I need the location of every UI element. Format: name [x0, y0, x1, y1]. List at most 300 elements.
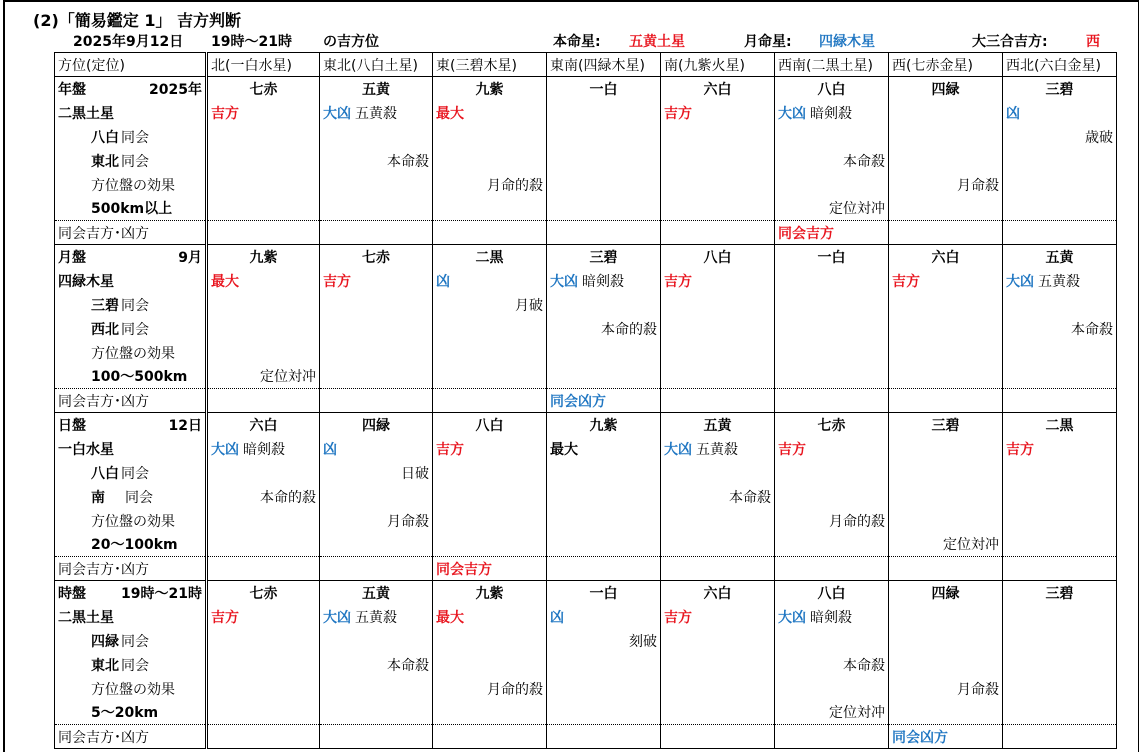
- note-cell: [1003, 701, 1117, 725]
- note-cell: [1003, 365, 1117, 389]
- note-cell: [547, 293, 661, 317]
- verdict-tag: 大凶: [323, 105, 351, 122]
- note-cell: [547, 149, 661, 173]
- note-cell: 本命殺: [1003, 317, 1117, 341]
- verdict-cell: [1003, 269, 1117, 293]
- doukai-cell: [207, 725, 320, 749]
- section-star: 一白水星: [55, 437, 207, 461]
- note-cell: [320, 533, 433, 557]
- note-cell: [889, 341, 1003, 365]
- same-text: 同会: [121, 129, 149, 146]
- section-verdict-row: [55, 437, 1117, 461]
- section-row5: [55, 173, 1117, 197]
- section-label-cell: [55, 413, 207, 437]
- direction-star: 五黄: [320, 581, 433, 605]
- note-cell: [1003, 197, 1117, 221]
- note-cell: [661, 509, 775, 533]
- doukai-cell: [433, 221, 547, 245]
- note-cell: [661, 701, 775, 725]
- verdict-tag: 大凶: [323, 609, 351, 626]
- direction-star: 六白: [889, 245, 1003, 269]
- column-header: 東(三碧木星): [433, 53, 547, 77]
- note-cell: [433, 461, 547, 485]
- note-cell: [320, 317, 433, 341]
- doukai-cell: [661, 557, 775, 581]
- note-cell: [207, 125, 320, 149]
- verdict-tag: 吉方: [211, 609, 239, 626]
- column-header: 東南(四緑木星): [547, 53, 661, 77]
- direction-star: 七赤: [207, 77, 320, 101]
- section-row3: [55, 629, 1117, 653]
- note-cell: [1003, 533, 1117, 557]
- verdict-tag: 凶: [1006, 105, 1020, 122]
- verdict-tag: 吉方: [211, 105, 239, 122]
- effect-range: 20～100km: [55, 533, 207, 557]
- verdict-tag: 最大: [211, 273, 239, 290]
- getsumei-value: 四緑木星: [819, 34, 875, 50]
- direction-star: 二黒: [433, 245, 547, 269]
- note-cell: [433, 701, 547, 725]
- verdict-tag: 吉方: [323, 273, 351, 290]
- note-cell: [1003, 629, 1117, 653]
- doukai-cell: [320, 725, 433, 749]
- verdict-cell: [320, 269, 433, 293]
- direction-star: 七赤: [775, 413, 889, 437]
- note-cell: [320, 293, 433, 317]
- note-cell: [207, 317, 320, 341]
- direction-star: 九紫: [433, 77, 547, 101]
- note-cell: [547, 173, 661, 197]
- note-cell: [547, 197, 661, 221]
- verdict-text: 五黄殺: [1038, 273, 1080, 290]
- footer-label: 同会吉方･凶方: [55, 221, 207, 245]
- note-cell: 月命殺: [889, 677, 1003, 701]
- note-cell: [207, 197, 320, 221]
- note-cell: [661, 317, 775, 341]
- note-cell: [207, 149, 320, 173]
- verdict-text: 暗剣殺: [810, 105, 852, 122]
- doukai-cell: [1003, 725, 1117, 749]
- note-cell: [547, 677, 661, 701]
- header-time: 19時～21時: [211, 34, 292, 50]
- note-cell: [775, 341, 889, 365]
- note-cell: [433, 653, 547, 677]
- same-text: 同会: [121, 153, 149, 170]
- note-cell: [889, 701, 1003, 725]
- section-star: 二黒土星: [55, 101, 207, 125]
- note-cell: [889, 293, 1003, 317]
- footer-label: 同会吉方･凶方: [55, 557, 207, 581]
- effect-label: 方位盤の効果: [55, 677, 207, 701]
- doukai-cell: [775, 389, 889, 413]
- note-cell: [889, 149, 1003, 173]
- note-cell: [661, 461, 775, 485]
- verdict-cell: [1003, 437, 1117, 461]
- section-row6: [55, 533, 1117, 557]
- direction-star: 九紫: [547, 413, 661, 437]
- note-cell: [775, 461, 889, 485]
- note-cell: [661, 653, 775, 677]
- note-cell: 月命殺: [889, 173, 1003, 197]
- note-cell: [889, 629, 1003, 653]
- column-header: 西北(六白金星): [1003, 53, 1117, 77]
- doukai-cell: 同会吉方: [775, 221, 889, 245]
- doukai-cell: [433, 725, 547, 749]
- effect-range: 100～500km: [55, 365, 207, 389]
- note-cell: 月命的殺: [433, 677, 547, 701]
- effect-range: 500km以上: [55, 197, 207, 221]
- doukai-cell: [207, 221, 320, 245]
- direction-star: 七赤: [320, 245, 433, 269]
- note-cell: [775, 533, 889, 557]
- note-cell: [889, 125, 1003, 149]
- note-cell: [661, 677, 775, 701]
- section-star: 二黒土星: [55, 605, 207, 629]
- note-cell: [433, 317, 547, 341]
- section-label-cell: [55, 245, 207, 269]
- doukai-cell: [661, 221, 775, 245]
- note-cell: [207, 677, 320, 701]
- note-cell: 日破: [320, 461, 433, 485]
- section-value: 9月: [178, 249, 202, 266]
- direction-star: 五黄: [320, 77, 433, 101]
- section-row3: [55, 293, 1117, 317]
- same-star: 四緑: [91, 633, 119, 650]
- doukai-cell: [1003, 389, 1117, 413]
- section-verdict-row: [55, 269, 1117, 293]
- note-cell: 本命殺: [775, 149, 889, 173]
- verdict-text: 五黄殺: [355, 609, 397, 626]
- doukai-cell: 同会凶方: [889, 725, 1003, 749]
- section-label: 日盤: [58, 417, 86, 434]
- note-cell: [433, 365, 547, 389]
- section-footer-row: [55, 557, 1117, 581]
- verdict-tag: 吉方: [1006, 441, 1034, 458]
- effect-range: 5～20km: [55, 701, 207, 725]
- same-text: 同会: [125, 489, 153, 506]
- note-cell: [775, 173, 889, 197]
- verdict-cell: [547, 269, 661, 293]
- note-cell: [320, 173, 433, 197]
- note-cell: [547, 461, 661, 485]
- verdict-tag: 最大: [436, 609, 464, 626]
- note-cell: [207, 533, 320, 557]
- section-row6: [55, 197, 1117, 221]
- doukai-cell: [775, 557, 889, 581]
- doukai-cell: [207, 557, 320, 581]
- note-cell: [775, 125, 889, 149]
- verdict-tag: 凶: [550, 609, 564, 626]
- verdict-tag: 最大: [436, 105, 464, 122]
- doukai-cell: [889, 557, 1003, 581]
- note-cell: [320, 701, 433, 725]
- verdict-text: 五黄殺: [696, 441, 738, 458]
- verdict-cell: [547, 437, 661, 461]
- verdict-cell: [320, 437, 433, 461]
- same-star-cell: [55, 461, 207, 485]
- note-cell: [433, 125, 547, 149]
- note-cell: [775, 677, 889, 701]
- note-cell: [433, 485, 547, 509]
- note-cell: [320, 677, 433, 701]
- same-direction: 東北: [91, 657, 119, 674]
- column-header: 東北(八白土星): [320, 53, 433, 77]
- daisango-value: 西: [1086, 34, 1100, 50]
- section-row4: [55, 653, 1117, 677]
- verdict-cell: [661, 101, 775, 125]
- verdict-tag: 吉方: [664, 273, 692, 290]
- effect-label: 方位盤の効果: [55, 341, 207, 365]
- note-cell: [1003, 149, 1117, 173]
- verdict-cell: [547, 101, 661, 125]
- effect-label: 方位盤の効果: [55, 509, 207, 533]
- note-cell: 本命殺: [775, 653, 889, 677]
- section-label: 時盤: [58, 585, 86, 602]
- verdict-tag: 大凶: [778, 609, 806, 626]
- doukai-cell: [889, 221, 1003, 245]
- section-row4: [55, 317, 1117, 341]
- same-text: 同会: [121, 657, 149, 674]
- note-cell: [775, 293, 889, 317]
- note-cell: [433, 509, 547, 533]
- doukai-cell: [320, 557, 433, 581]
- same-direction: 東北: [91, 153, 119, 170]
- verdict-cell: [889, 101, 1003, 125]
- verdict-tag: 大凶: [550, 273, 578, 290]
- note-cell: [547, 533, 661, 557]
- direction-star: 八白: [433, 413, 547, 437]
- note-cell: [207, 341, 320, 365]
- section-row3: [55, 461, 1117, 485]
- note-cell: 定位対冲: [207, 365, 320, 389]
- direction-star: 四緑: [889, 581, 1003, 605]
- section-value: 12日: [168, 417, 202, 434]
- verdict-text: 暗剣殺: [810, 609, 852, 626]
- same-dir-cell: [55, 317, 207, 341]
- verdict-cell: [207, 605, 320, 629]
- verdict-cell: [433, 605, 547, 629]
- note-cell: [775, 485, 889, 509]
- direction-star: 一白: [547, 77, 661, 101]
- note-cell: 本命殺: [320, 653, 433, 677]
- section-verdict-row: [55, 101, 1117, 125]
- verdict-tag: 大凶: [1006, 273, 1034, 290]
- verdict-tag: 大凶: [778, 105, 806, 122]
- verdict-tag: 吉方: [664, 105, 692, 122]
- same-dir-cell: [55, 485, 207, 509]
- note-cell: [775, 365, 889, 389]
- effect-label: 方位盤の効果: [55, 173, 207, 197]
- note-cell: 月破: [433, 293, 547, 317]
- verdict-cell: [775, 269, 889, 293]
- doukai-cell: [661, 389, 775, 413]
- section-value: 19時～21時: [121, 585, 202, 602]
- page-title: (2)「簡易鑑定 1」 吉方判断: [33, 11, 242, 30]
- section-row6: [55, 701, 1117, 725]
- verdict-cell: [889, 437, 1003, 461]
- verdict-tag: 吉方: [892, 273, 920, 290]
- note-cell: [889, 509, 1003, 533]
- verdict-tag: 吉方: [664, 609, 692, 626]
- verdict-tag: 最大: [550, 441, 578, 458]
- note-cell: [661, 629, 775, 653]
- note-cell: 定位対冲: [889, 533, 1003, 557]
- note-cell: [661, 293, 775, 317]
- section-row5: [55, 677, 1117, 701]
- verdict-tag: 凶: [323, 441, 337, 458]
- note-cell: [547, 509, 661, 533]
- note-cell: [433, 197, 547, 221]
- direction-star: 一白: [547, 581, 661, 605]
- kippo-table: [54, 52, 1117, 749]
- doukai-cell: [1003, 221, 1117, 245]
- section-star: 四緑木星: [55, 269, 207, 293]
- direction-star: 二黒: [1003, 413, 1117, 437]
- section-row6: [55, 365, 1117, 389]
- direction-star: 三碧: [547, 245, 661, 269]
- section-label: 年盤: [58, 81, 86, 98]
- footer-label: 同会吉方･凶方: [55, 389, 207, 413]
- direction-star: 一白: [775, 245, 889, 269]
- section-row3: [55, 125, 1117, 149]
- note-cell: [320, 485, 433, 509]
- note-cell: [661, 533, 775, 557]
- verdict-cell: [433, 269, 547, 293]
- same-star-cell: [55, 629, 207, 653]
- note-cell: [889, 365, 1003, 389]
- column-header: 方位(定位): [55, 53, 207, 77]
- note-cell: [547, 341, 661, 365]
- note-cell: [547, 485, 661, 509]
- verdict-tag: 大凶: [211, 441, 239, 458]
- note-cell: [1003, 293, 1117, 317]
- honmei-value: 五黄土星: [629, 34, 685, 50]
- note-cell: [320, 629, 433, 653]
- verdict-text: 五黄殺: [355, 105, 397, 122]
- section-label: 月盤: [58, 249, 86, 266]
- column-header: 南(九紫火星): [661, 53, 775, 77]
- note-cell: [207, 629, 320, 653]
- note-cell: [1003, 461, 1117, 485]
- column-header: 西南(二黒土星): [775, 53, 889, 77]
- note-cell: 月命的殺: [433, 173, 547, 197]
- note-cell: 本命的殺: [207, 485, 320, 509]
- section-star-row: [55, 77, 1117, 101]
- doukai-cell: [547, 221, 661, 245]
- section-verdict-row: [55, 605, 1117, 629]
- section-row5: [55, 341, 1117, 365]
- same-star: 三碧: [91, 297, 119, 314]
- verdict-cell: [547, 605, 661, 629]
- column-header: 北(一白水星): [207, 53, 320, 77]
- note-cell: 歳破: [1003, 125, 1117, 149]
- note-cell: [207, 701, 320, 725]
- note-cell: [547, 701, 661, 725]
- note-cell: [889, 317, 1003, 341]
- verdict-cell: [433, 437, 547, 461]
- direction-star: 五黄: [1003, 245, 1117, 269]
- verdict-cell: [661, 437, 775, 461]
- note-cell: [1003, 677, 1117, 701]
- honmei-label: 本命星:: [553, 34, 601, 50]
- doukai-cell: [1003, 557, 1117, 581]
- section-row5: [55, 509, 1117, 533]
- note-cell: [661, 125, 775, 149]
- verdict-cell: [889, 269, 1003, 293]
- direction-star: 八白: [775, 77, 889, 101]
- section-label-cell: [55, 77, 207, 101]
- note-cell: 定位対冲: [775, 197, 889, 221]
- verdict-cell: [207, 101, 320, 125]
- note-cell: [207, 509, 320, 533]
- footer-label: 同会吉方･凶方: [55, 725, 207, 749]
- note-cell: [775, 317, 889, 341]
- note-cell: [1003, 341, 1117, 365]
- note-cell: [1003, 509, 1117, 533]
- note-cell: 月命的殺: [775, 509, 889, 533]
- note-cell: [547, 125, 661, 149]
- section-footer-row: [55, 725, 1117, 749]
- section-footer-row: [55, 389, 1117, 413]
- verdict-tag: 凶: [436, 273, 450, 290]
- same-dir-cell: [55, 653, 207, 677]
- doukai-cell: 同会凶方: [547, 389, 661, 413]
- note-cell: [433, 341, 547, 365]
- direction-star: 六白: [661, 77, 775, 101]
- doukai-cell: [661, 725, 775, 749]
- note-cell: [207, 173, 320, 197]
- note-cell: 刻破: [547, 629, 661, 653]
- direction-star: 九紫: [433, 581, 547, 605]
- note-cell: [320, 341, 433, 365]
- note-cell: [661, 197, 775, 221]
- note-cell: [207, 461, 320, 485]
- note-cell: [433, 629, 547, 653]
- getsumei-label: 月命星:: [744, 34, 792, 50]
- direction-star: 四緑: [320, 413, 433, 437]
- same-text: 同会: [121, 297, 149, 314]
- note-cell: [889, 653, 1003, 677]
- note-cell: [320, 365, 433, 389]
- note-cell: [889, 461, 1003, 485]
- note-cell: 本命殺: [661, 485, 775, 509]
- note-cell: [320, 197, 433, 221]
- note-cell: [547, 653, 661, 677]
- direction-star: 五黄: [661, 413, 775, 437]
- section-footer-row: [55, 221, 1117, 245]
- note-cell: [547, 365, 661, 389]
- doukai-cell: [320, 389, 433, 413]
- note-cell: [889, 485, 1003, 509]
- same-direction: 南: [91, 489, 105, 506]
- doukai-cell: [320, 221, 433, 245]
- note-cell: 月命殺: [320, 509, 433, 533]
- verdict-tag: 吉方: [778, 441, 806, 458]
- note-cell: [775, 629, 889, 653]
- note-cell: [207, 653, 320, 677]
- verdict-cell: [320, 101, 433, 125]
- verdict-cell: [207, 437, 320, 461]
- note-cell: [661, 149, 775, 173]
- same-text: 同会: [121, 633, 149, 650]
- same-text: 同会: [121, 465, 149, 482]
- column-header-row: [55, 53, 1117, 77]
- header-of: の吉方位: [323, 34, 379, 50]
- section-label-cell: [55, 581, 207, 605]
- direction-star: 六白: [207, 413, 320, 437]
- note-cell: [661, 341, 775, 365]
- verdict-cell: [207, 269, 320, 293]
